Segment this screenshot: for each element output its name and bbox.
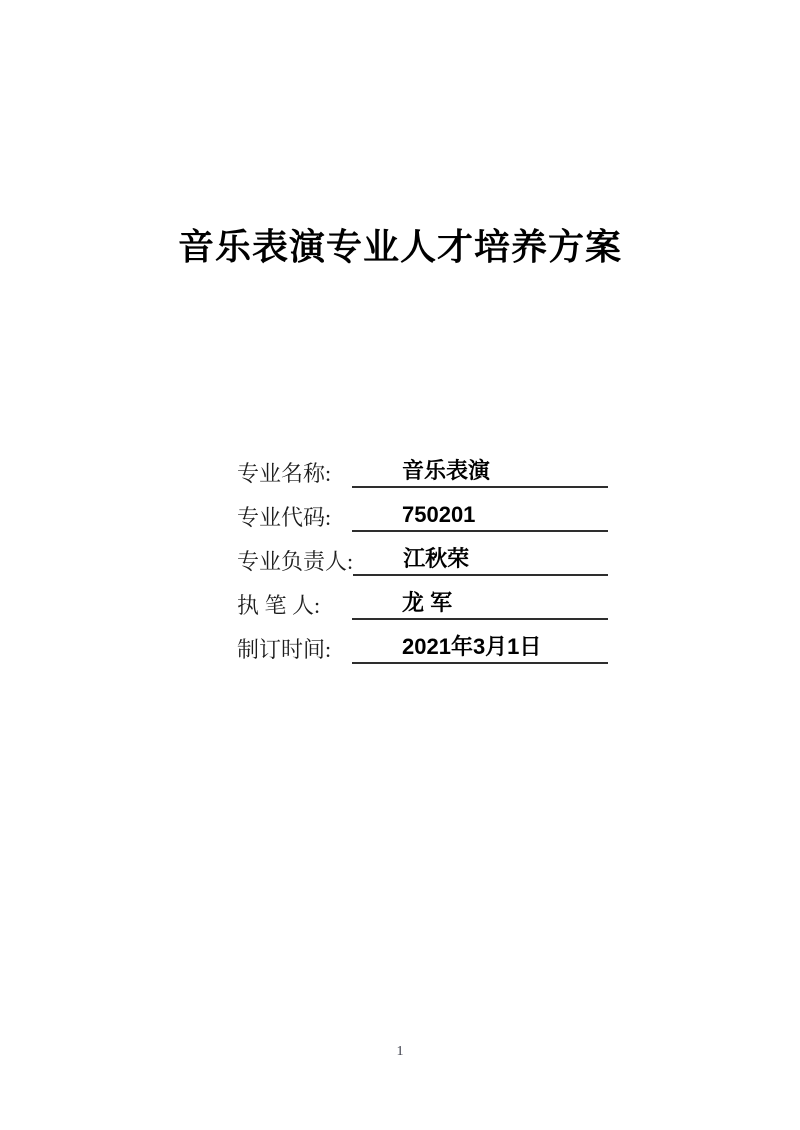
field-underline [352,456,608,488]
form-row-date [237,620,608,664]
cover-form [237,444,608,664]
field-underline [352,632,608,664]
page-number: 1 [396,1044,404,1059]
form-row-major-code [237,488,608,532]
form-row-program-leader [237,532,608,576]
field-value-date: 2021年3月1日 [402,634,542,659]
field-label-major-code: 专业代码: [237,505,332,530]
field-label-author: 执 笔 人: [237,593,321,618]
field-label-major-name: 专业名称: [237,461,332,486]
field-underline [353,544,608,576]
field-value-major-name: 音乐表演 [402,458,491,483]
form-row-author [237,576,608,620]
field-value-major-code: 750201 [402,502,476,527]
field-underline [352,500,608,532]
field-label-program-leader: 专业负责人: [237,549,354,574]
field-value-author: 龙 军 [402,590,453,615]
field-label-date: 制订时间: [237,637,332,662]
field-value-program-leader: 江秋荣 [403,546,470,571]
page-title: 音乐表演专业人才培养方案 [177,226,622,267]
form-row-major-name [237,444,608,488]
field-underline [352,588,608,620]
